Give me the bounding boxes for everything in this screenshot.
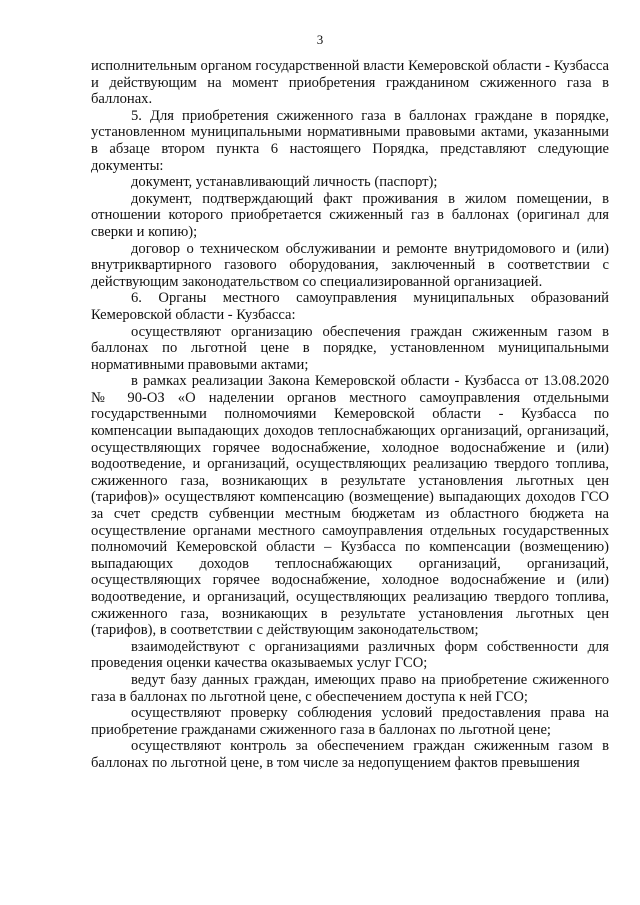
paragraph-control: осуществляют контроль за обеспечением граждан сжиженным газом в баллонах по льготной цене, в том числе за недопущением фактов превышения: [91, 738, 609, 771]
paragraph-interaction: взаимодействуют с организациями различных форм собственности для проведения оценки качества оказываемых услуг ГСО;: [91, 638, 609, 672]
paragraph-compensation: в рамках реализации Закона Кемеровской области - Кузбасса от 13.08.2020 № 90-ОЗ «О наделении органов местного самоуправления отдельными государственными полномочиями Кемеровской области - Кузбасса по компенсации выпадающих доходов теплоснабжающих организаций, организаций, осуществляющих горячее водоснабжение, холодное водоснабжение и (или) водоотведение, и организаций, осуществляющих реализацию твердого топлива, сжиженного газа, возникающих в результате установления льготных цен (тарифов)» осуществляют компенсацию (возмещение) выпадающих доходов ГСО за счет средств субвенции местным бюджетам из областного бюджета на осуществление органами местного самоуправления отдельных государственных полномочий Кемеровской области – Кузбасса по компенсации (возмещению) выпадающих доходов теплоснабжающих организаций, организаций, осуществляющих горячее водоснабжение, холодное водоснабжение и (или) водоотведение, и организаций, осуществляющих реализацию твердого топлива, сжиженного газа, возникающих в результате установления льготных цен (тарифов), в соответствии с действующим законодательством;: [91, 373, 609, 639]
paragraph-verification: осуществляют проверку соблюдения условий предоставления права на приобретение гражданами сжиженного газа в баллонах по льготной цене;: [91, 705, 609, 738]
paragraph-item-5: 5. Для приобретения сжиженного газа в баллонах граждане в порядке, установленном муниципальными нормативными правовыми актами, указанными в абзаце втором пункта 6 настоящего Порядка, представляют следующие документы:: [91, 107, 609, 174]
paragraph-document-passport: документ, устанавливающий личность (паспорт);: [131, 174, 438, 191]
paragraph-document-contract: договор о техническом обслуживании и ремонте внутридомового и (или) внутриквартирного газового оборудования, заключенный в соответствии с действующим законодательством со специализированной организацией.: [91, 240, 609, 290]
document-body: [91, 58, 609, 772]
paragraph-item-6: 6. Органы местного самоуправления муниципальных образований Кемеровской области - Кузбасса:: [91, 290, 609, 323]
paragraph-continuation: исполнительным органом государственной власти Кемеровской области - Кузбасса и действующим на момент приобретения гражданином сжиженного газа в баллонах.: [91, 58, 609, 108]
paragraph-database: ведут базу данных граждан, имеющих право на приобретение сжиженного газа в баллонах по льготной цене, с обеспечением доступа к ней ГСО;: [91, 671, 609, 705]
page-number: 3: [316, 32, 324, 47]
paragraph-organization: осуществляют организацию обеспечения граждан сжиженным газом в баллонах по льготной цене в порядке, установленном муниципальными нормативными правовыми актами;: [91, 323, 609, 373]
paragraph-document-residence: документ, подтверждающий факт проживания в жилом помещении, в отношении которого приобретается сжиженный газ в баллонах (оригинал для сверки и копию);: [91, 190, 609, 240]
